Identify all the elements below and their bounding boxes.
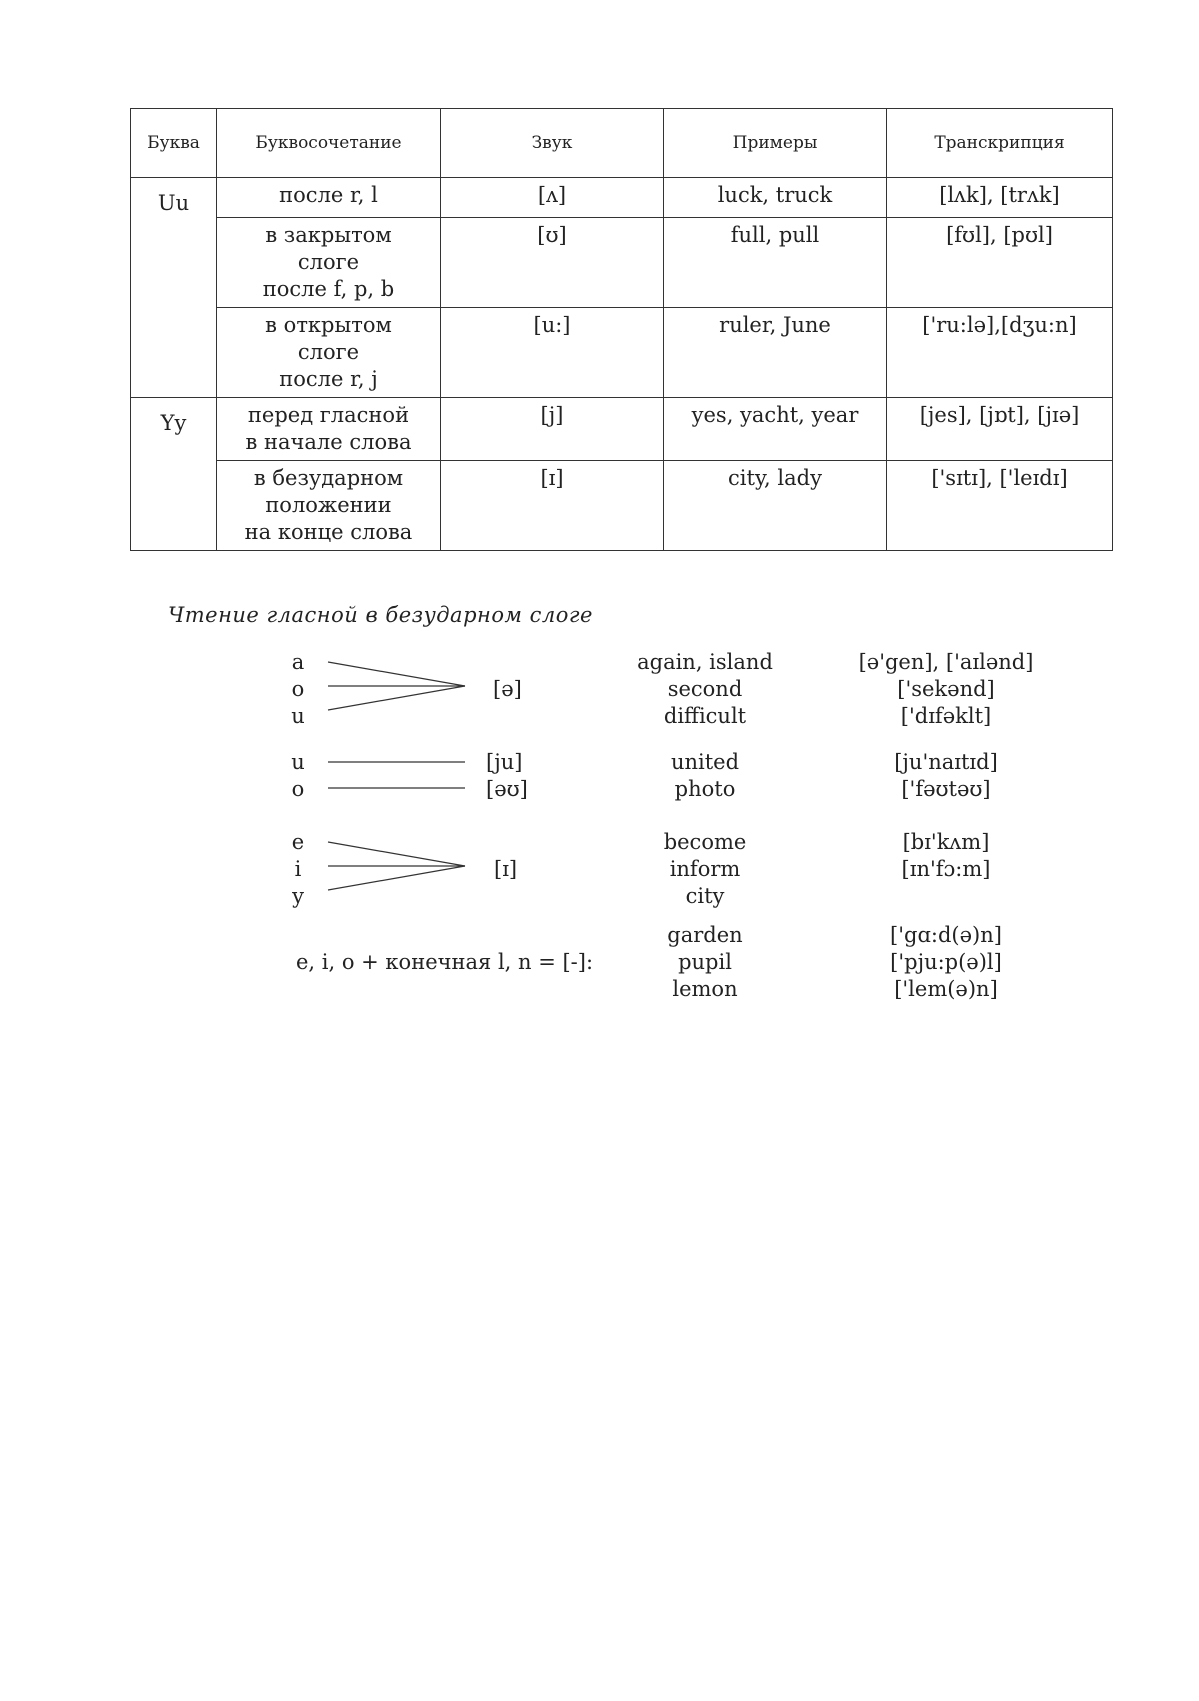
transcription-cell: ['sɪtɪ], ['leɪdɪ] [887, 461, 1113, 551]
combination-line: слоге [297, 250, 360, 274]
reduced-sound: [ɪ] [494, 857, 518, 881]
transcription-cell: [fʊl], [pʊl] [887, 218, 1113, 308]
header-transcription: Транскрипция [887, 109, 1113, 178]
table-row [131, 308, 1113, 398]
table-row [131, 398, 1113, 461]
example-word: lemon [672, 977, 738, 1001]
connector-line [328, 662, 465, 686]
sound-cell: [ɪ] [441, 461, 664, 551]
example-word: inform [669, 857, 741, 881]
example-transcription: ['dɪfəklt] [900, 704, 992, 728]
transcription-cell: ['ru:lə],[dʒu:n] [887, 308, 1113, 398]
example-transcription: ['pju:p(ə)l] [890, 950, 1002, 974]
letter-cell: Yy [131, 398, 217, 551]
examples-cell: ruler, June [664, 308, 887, 398]
combination-line: в закрытом [265, 223, 392, 247]
reduced-sound: [əʊ] [486, 777, 528, 801]
combination-line: после f, p, b [262, 277, 395, 301]
combination-line: после r, j [279, 367, 378, 391]
header-letter: Буква [131, 109, 217, 178]
combination-line: в открытом [265, 313, 392, 337]
vowel-letter: e [291, 830, 305, 854]
reduced-sound: [ju] [486, 750, 523, 774]
example-word: become [663, 830, 747, 854]
section-heading: Чтение гласной в безударном слоге [168, 603, 593, 627]
combination-cell [217, 461, 441, 551]
combination-line: после r, l [279, 183, 378, 207]
vowel-letter: o [291, 777, 305, 801]
sound-cell: [ʌ] [441, 178, 664, 218]
sound-cell: [ʊ] [441, 218, 664, 308]
example-transcription: [ju'naɪtɪd] [894, 750, 998, 774]
vowel-letter: u [291, 704, 305, 728]
header-combination: Буквосочетание [217, 109, 441, 178]
vowel-letter: u [291, 750, 305, 774]
examples-cell: city, lady [664, 461, 887, 551]
header-sound: Звук [441, 109, 664, 178]
connector-line [328, 686, 465, 710]
example-transcription: ['lem(ə)n] [894, 977, 998, 1001]
silent-vowel-rule: e, i, o + конечная l, n = [-]: [296, 950, 594, 974]
combination-line: положении [265, 493, 392, 517]
combination-line: перед гласной [247, 403, 410, 427]
connector-line [328, 866, 465, 890]
example-transcription: ['gɑ:d(ə)n] [890, 923, 1002, 947]
examples-cell: yes, yacht, year [664, 398, 887, 461]
table-row [131, 218, 1113, 308]
reduced-sound: [ə] [493, 677, 522, 701]
vowel-letter: y [292, 884, 304, 908]
example-word: city [685, 884, 725, 908]
examples-cell: luck, truck [664, 178, 887, 218]
table-header-row [131, 109, 1113, 178]
example-word: difficult [663, 704, 747, 728]
sound-cell: [j] [441, 398, 664, 461]
combination-cell [217, 308, 441, 398]
example-transcription: ['sekənd] [897, 677, 995, 701]
combination-line: в начале слова [245, 430, 412, 454]
example-word: photo [674, 777, 736, 801]
example-word: pupil [678, 950, 732, 974]
combination-line: слоге [297, 340, 360, 364]
example-word: garden [667, 923, 743, 947]
letter-cell: Uu [131, 178, 217, 398]
vowel-letter: a [291, 650, 305, 674]
vowel-reading-table [130, 108, 1113, 551]
example-word: again, island [637, 650, 773, 674]
example-transcription: [bɪ'kʌm] [902, 830, 990, 854]
example-transcription: ['fəʊtəʊ] [901, 777, 991, 801]
sound-cell: [u:] [441, 308, 664, 398]
combination-line: в безударном [253, 466, 404, 490]
transcription-cell: [jes], [jɒt], [jɪə] [887, 398, 1113, 461]
combination-line: на конце слова [244, 520, 413, 544]
example-word: united [670, 750, 740, 774]
header-examples: Примеры [664, 109, 887, 178]
connector-line [328, 842, 465, 866]
vowel-letter: i [294, 857, 302, 881]
table-row [131, 461, 1113, 551]
example-word: second [667, 677, 743, 701]
transcription-cell: [lʌk], [trʌk] [887, 178, 1113, 218]
combination-cell [217, 178, 441, 218]
examples-cell: full, pull [664, 218, 887, 308]
combination-cell [217, 398, 441, 461]
example-transcription: [ɪn'fɔ:m] [901, 857, 991, 881]
example-transcription: [ə'gen], ['aɪlənd] [858, 650, 1034, 674]
vowel-letter: o [291, 677, 305, 701]
table-row [131, 178, 1113, 218]
combination-cell [217, 218, 441, 308]
